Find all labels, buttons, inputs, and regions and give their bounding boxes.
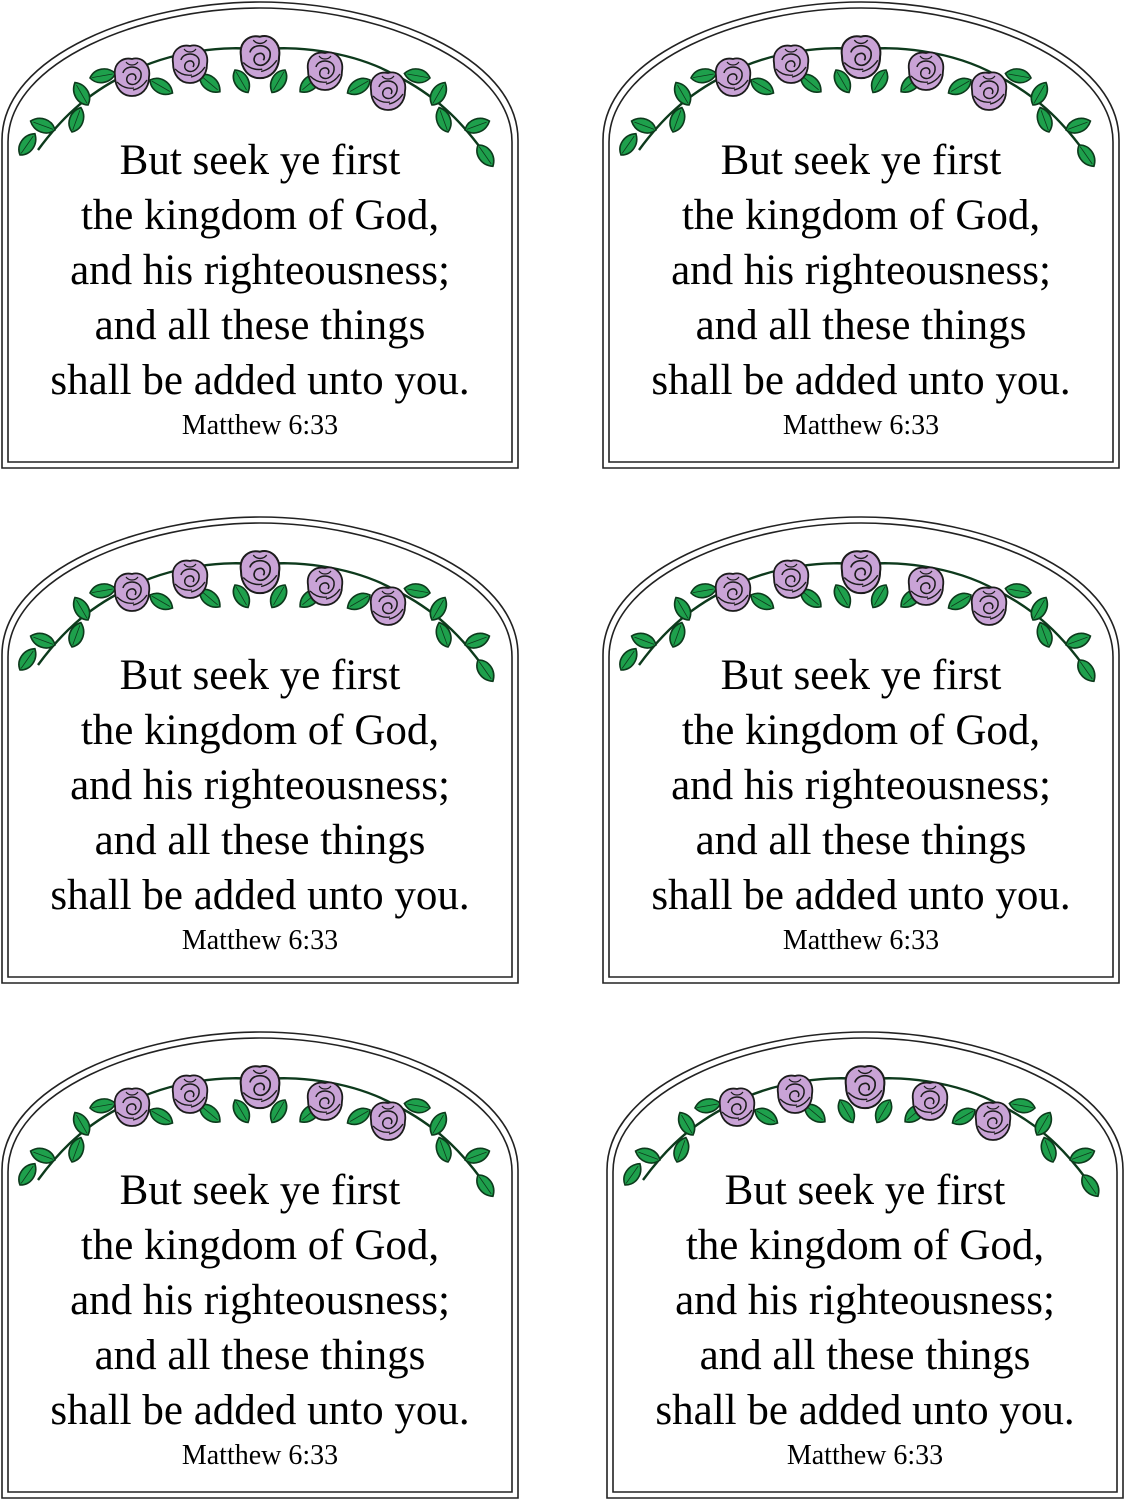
verse-line: the kingdom of God, [681, 707, 1041, 754]
rose-icon [909, 52, 944, 90]
leaf-icon [426, 594, 451, 623]
verse-reference: Matthew 6:33 [782, 925, 940, 956]
verse-line: shall be added unto you. [651, 357, 1071, 404]
leaf-icon [945, 589, 974, 614]
leaf-icon [433, 620, 455, 649]
leaf-icon [426, 79, 451, 108]
leaf-icon [147, 589, 176, 614]
leaf-icon [748, 589, 777, 614]
verse-line: the kingdom of God, [685, 1222, 1045, 1269]
leaf-icon [667, 620, 689, 649]
verse-line: shall be added unto you. [50, 1387, 470, 1434]
verse-line: and all these things [695, 817, 1027, 864]
verse-text [10, 133, 510, 443]
verse-card [601, 515, 1121, 985]
verse-line: and his righteousness; [675, 1277, 1055, 1324]
verse-line: the kingdom of God, [681, 192, 1041, 239]
verse-line: But seek ye first [720, 137, 1002, 184]
verse-line: shall be added unto you. [50, 872, 470, 919]
verse-text [10, 648, 510, 958]
verse-card [0, 515, 520, 985]
leaf-icon [1027, 79, 1052, 108]
verse-line: shall be added unto you. [655, 1387, 1075, 1434]
leaf-icon [426, 1109, 451, 1138]
rose-icon [115, 573, 150, 611]
verse-reference: Matthew 6:33 [181, 410, 339, 441]
leaf-icon [670, 594, 695, 623]
verse-line: and all these things [94, 1332, 426, 1379]
rose-icon [774, 560, 809, 598]
verse-text [611, 648, 1111, 958]
rose-icon [173, 560, 208, 598]
leaf-icon [752, 1104, 781, 1129]
leaf-icon [1038, 1135, 1060, 1164]
leaf-icon [66, 105, 88, 134]
verse-line: But seek ye first [119, 1167, 401, 1214]
verse-line: But seek ye first [119, 652, 401, 699]
leaf-icon [945, 74, 974, 99]
rose-icon [846, 1066, 885, 1108]
rose-icon [371, 587, 406, 625]
rose-icon [972, 587, 1007, 625]
leaf-icon [433, 1135, 455, 1164]
rose-icon [842, 551, 881, 593]
verse-line: But seek ye first [720, 652, 1002, 699]
verse-reference: Matthew 6:33 [181, 1440, 339, 1471]
leaf-icon [949, 1104, 978, 1129]
leaf-icon [66, 1135, 88, 1164]
verse-line: and all these things [94, 817, 426, 864]
verse-line: the kingdom of God, [80, 1222, 440, 1269]
verse-card [605, 1030, 1125, 1500]
verse-line: But seek ye first [119, 137, 401, 184]
rose-icon [716, 573, 751, 611]
leaf-icon [344, 589, 373, 614]
rose-icon [371, 72, 406, 110]
verse-card [601, 0, 1121, 470]
leaf-icon [147, 1104, 176, 1129]
leaf-icon [1034, 620, 1056, 649]
rose-icon [241, 551, 280, 593]
verse-reference: Matthew 6:33 [786, 1440, 944, 1471]
verse-reference: Matthew 6:33 [782, 410, 940, 441]
verse-line: and his righteousness; [70, 247, 450, 294]
rose-icon [913, 1082, 948, 1120]
leaf-icon [748, 74, 777, 99]
leaf-icon [1027, 594, 1052, 623]
verse-line: the kingdom of God, [80, 192, 440, 239]
rose-icon [241, 36, 280, 78]
rose-icon [774, 45, 809, 83]
leaf-icon [69, 594, 94, 623]
rose-icon [972, 72, 1007, 110]
verse-line: and all these things [94, 302, 426, 349]
leaf-icon [147, 74, 176, 99]
verse-line: But seek ye first [724, 1167, 1006, 1214]
verse-line: and all these things [699, 1332, 1031, 1379]
leaf-icon [344, 74, 373, 99]
verse-line: and his righteousness; [70, 762, 450, 809]
verse-line: and his righteousness; [671, 762, 1051, 809]
rose-icon [173, 1075, 208, 1113]
leaf-icon [69, 79, 94, 108]
verse-text [10, 1163, 510, 1473]
rose-icon [115, 58, 150, 96]
verse-line: and his righteousness; [70, 1277, 450, 1324]
rose-icon [308, 567, 343, 605]
leaf-icon [667, 105, 689, 134]
leaf-icon [344, 1104, 373, 1129]
verse-line: shall be added unto you. [50, 357, 470, 404]
rose-icon [976, 1102, 1011, 1140]
leaf-icon [670, 79, 695, 108]
rose-icon [173, 45, 208, 83]
leaf-icon [674, 1109, 699, 1138]
rose-icon [842, 36, 881, 78]
rose-icon [241, 1066, 280, 1108]
rose-icon [716, 58, 751, 96]
verse-reference: Matthew 6:33 [181, 925, 339, 956]
rose-icon [720, 1088, 755, 1126]
verse-text [611, 133, 1111, 443]
verse-line: and all these things [695, 302, 1027, 349]
verse-line: the kingdom of God, [80, 707, 440, 754]
rose-icon [308, 1082, 343, 1120]
rose-icon [909, 567, 944, 605]
verse-line: and his righteousness; [671, 247, 1051, 294]
verse-card [0, 0, 520, 470]
verse-text [615, 1163, 1115, 1473]
rose-icon [115, 1088, 150, 1126]
verse-card [0, 1030, 520, 1500]
leaf-icon [69, 1109, 94, 1138]
leaf-icon [671, 1135, 693, 1164]
rose-icon [778, 1075, 813, 1113]
rose-icon [371, 1102, 406, 1140]
leaf-icon [1031, 1109, 1056, 1138]
leaf-icon [1034, 105, 1056, 134]
rose-icon [308, 52, 343, 90]
leaf-icon [66, 620, 88, 649]
verse-line: shall be added unto you. [651, 872, 1071, 919]
leaf-icon [433, 105, 455, 134]
